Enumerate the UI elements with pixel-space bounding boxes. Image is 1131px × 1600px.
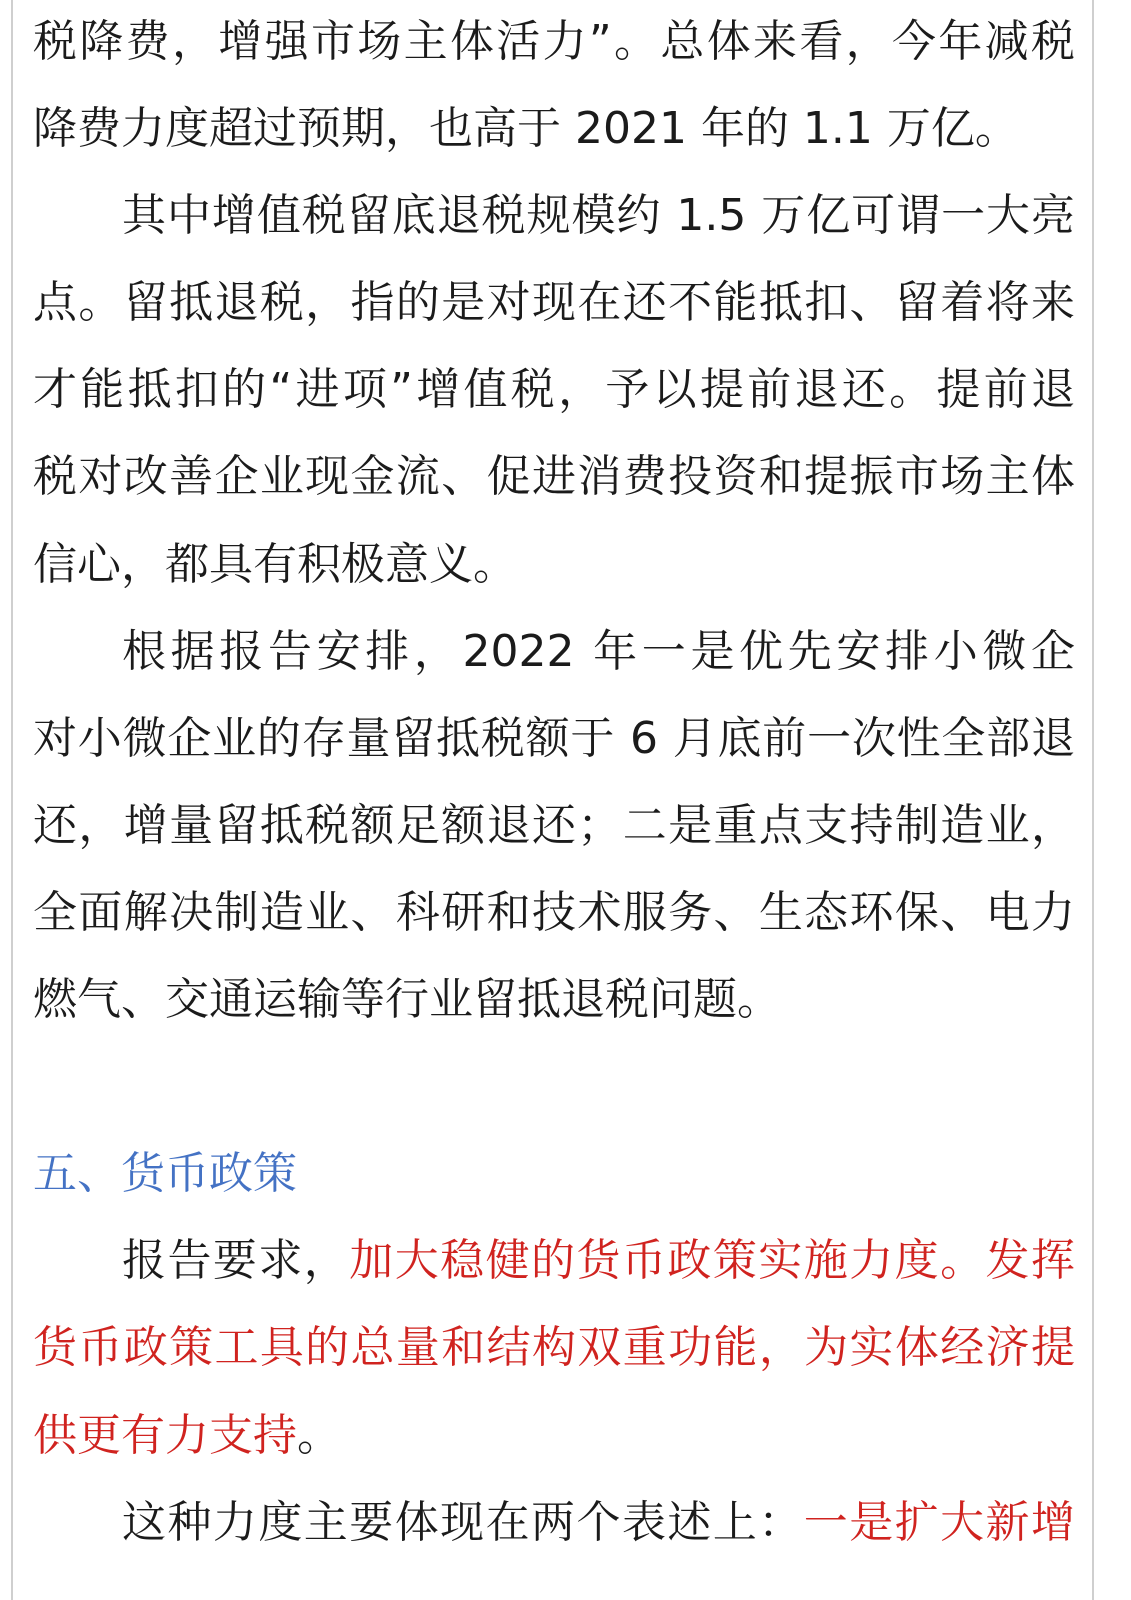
- text-line: [33, 1217, 1075, 1304]
- emphasized-text: 一是扩大新增: [803, 1496, 1075, 1548]
- text-segment: 点。留抵退税，指的是对现在还不能抵扣、留着将来: [33, 277, 1075, 329]
- text-segment: 全面解决制造业、科研和技术服务、生态环保、电力: [33, 886, 1075, 938]
- text-line: [33, 956, 1075, 1043]
- text-segment: 还，增量留抵税额足额退还；二是重点支持制造业，: [33, 799, 1075, 851]
- text-segment: 报告要求，: [122, 1235, 350, 1287]
- emphasized-text: 供更有力支持: [33, 1409, 297, 1461]
- text-segment: 才能抵扣的“进项”增值税，予以提前退还。提前退: [33, 364, 1075, 416]
- text-segment: 税降费，增强市场主体活力”。总体来看，今年减税: [33, 16, 1075, 67]
- text-segment: 对小微企业的存量留抵税额于 6 月底前一次性全部退: [33, 712, 1075, 764]
- text-line: [33, 1304, 1075, 1391]
- text-line: [33, 0, 1075, 85]
- text-line: [33, 521, 1075, 608]
- section-heading: 五、货币政策: [33, 1148, 297, 1200]
- paragraph: [33, 608, 1075, 1043]
- text-line: [33, 433, 1075, 520]
- text-segment: 降费力度超过预期，也高于 2021 年的 1.1 万亿。: [33, 103, 1019, 155]
- text-segment: 根据报告安排，2022 年一是优先安排小微企: [122, 625, 1075, 677]
- text-segment: 税对改善企业现金流、促进消费投资和提振市场主体: [33, 451, 1075, 503]
- paragraph: [33, 1217, 1075, 1478]
- text-line: [33, 1479, 1075, 1566]
- text-line: [33, 172, 1075, 259]
- text-segment: 信心，都具有积极意义。: [33, 538, 517, 590]
- text-segment: 其中增值税留底退税规模约 1.5 万亿可谓一大亮: [122, 190, 1075, 242]
- paragraph: [33, 172, 1075, 607]
- document-body: [33, 0, 1075, 1566]
- text-line: [33, 695, 1075, 782]
- text-segment: 。: [297, 1409, 341, 1461]
- text-line: [33, 346, 1075, 433]
- paragraph: [33, 1479, 1075, 1566]
- text-segment: 燃气、交通运输等行业留抵退税问题。: [33, 974, 781, 1026]
- text-line: [33, 259, 1075, 346]
- text-line: [33, 869, 1075, 956]
- text-line: [33, 608, 1075, 695]
- text-line: [33, 782, 1075, 869]
- text-line: [33, 85, 1075, 172]
- text-line: [33, 1392, 1075, 1479]
- text-segment: 这种力度主要体现在两个表述上：: [122, 1496, 804, 1548]
- page-border-left: [11, 0, 13, 1600]
- paragraph: [33, 0, 1075, 172]
- emphasized-text: 加大稳健的货币政策实施力度。发挥: [349, 1235, 1075, 1287]
- page-border-right: [1092, 0, 1094, 1600]
- emphasized-text: 货币政策工具的总量和结构双重功能，为实体经济提: [33, 1322, 1075, 1374]
